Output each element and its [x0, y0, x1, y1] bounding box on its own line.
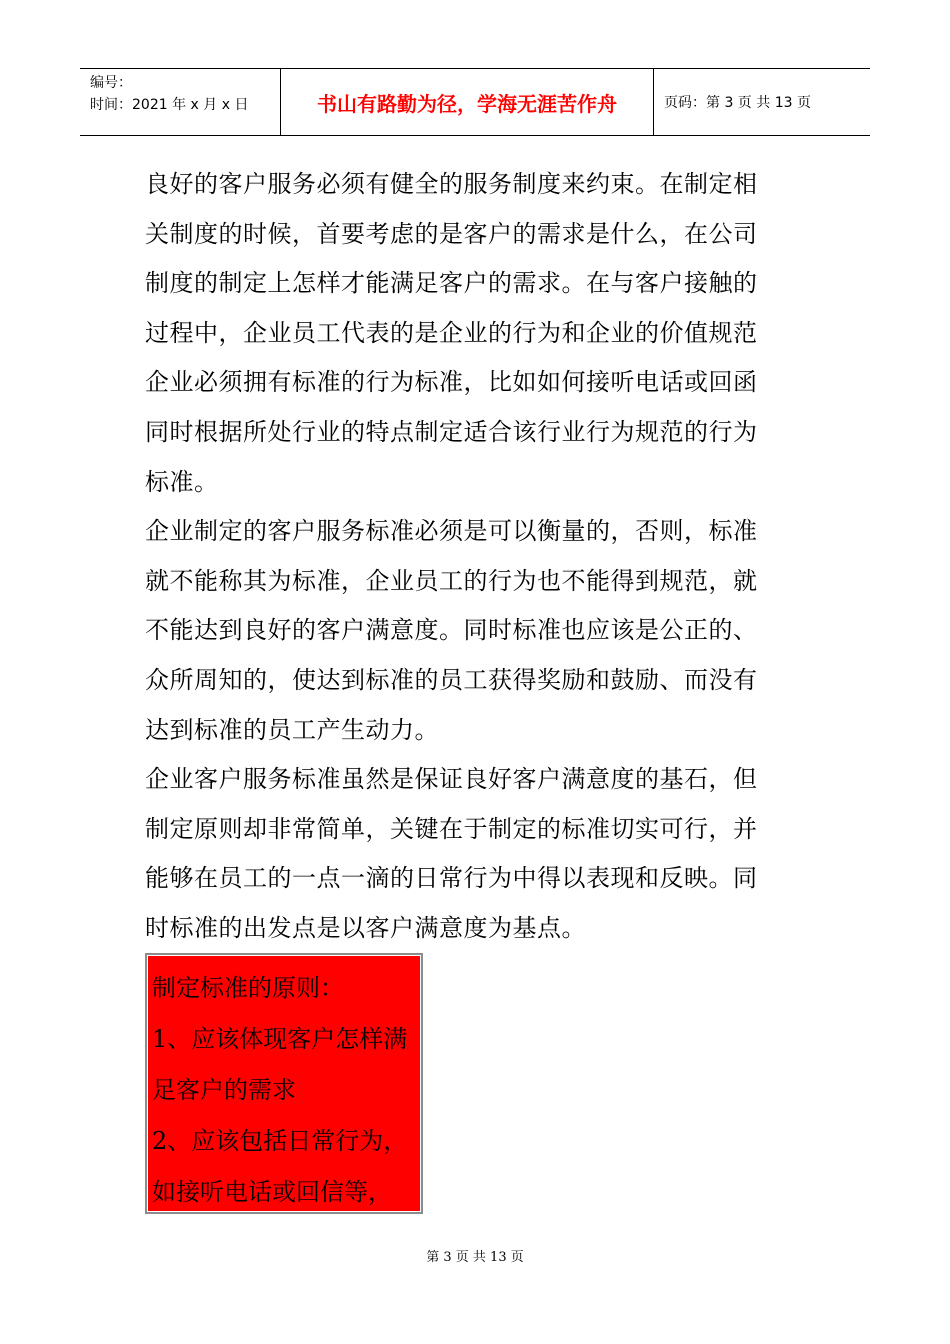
text-line: 企业必须拥有标准的行为标准，比如如何接听电话或回函	[145, 368, 758, 397]
text-line: 达到标准的员工产生动力。	[145, 715, 439, 744]
text-line: 众所周知的，使达到标准的员工获得奖励和鼓励、而没有	[145, 665, 758, 694]
text-line: 企业制定的客户服务标准必须是可以衡量的，否则，标准	[145, 517, 758, 546]
standards-principles-callout	[145, 953, 423, 1214]
paragraph-1	[145, 160, 810, 507]
text-line: 过程中，企业员工代表的是企业的行为和企业的价值规范	[145, 318, 758, 347]
callout-line: 足客户的需求	[152, 1076, 296, 1104]
text-line: 企业客户服务标准虽然是保证良好客户满意度的基石，但	[145, 765, 758, 794]
document-header	[80, 68, 870, 136]
text-line: 良好的客户服务必须有健全的服务制度来约束。在制定相	[145, 170, 758, 198]
text-line: 时标准的出发点是以客户满意度为基点。	[145, 913, 586, 942]
header-meta	[80, 69, 280, 135]
callout-line: 1、应该体现客户怎样满	[152, 1025, 408, 1053]
number-label: 编号：	[90, 75, 132, 91]
header-motto: 书山有路勤为径，学海无涯苦作舟	[317, 91, 617, 116]
text-line: 关制度的时候，首要考虑的是客户的需求是什么，在公司	[145, 219, 758, 248]
paragraph-3	[145, 755, 810, 953]
page-footer: 第 3 页 共 13 页	[426, 1250, 524, 1265]
body-text	[145, 160, 810, 954]
text-line: 同时根据所处行业的特点制定适合该行业行为规范的行为	[145, 417, 758, 446]
text-line: 制定原则却非常简单，关键在于制定的标准切实可行，并	[145, 814, 758, 843]
header-page-cell	[654, 69, 870, 135]
header-motto-cell	[280, 69, 654, 135]
text-line: 就不能称其为标准，企业员工的行为也不能得到规范，就	[145, 566, 758, 595]
time-label: 时间：2021 年 x 月 x 日	[90, 97, 249, 113]
text-line: 不能达到良好的客户满意度。同时标准也应该是公正的、	[145, 616, 758, 645]
paragraph-2	[145, 507, 810, 755]
callout-line: 如接听电话或回信等，	[152, 1178, 392, 1206]
text-line: 标准。	[145, 467, 219, 496]
text-line: 制度的制定上怎样才能满足客户的需求。在与客户接触的	[145, 269, 758, 298]
text-line: 能够在员工的一点一滴的日常行为中得以表现和反映。同	[145, 864, 758, 893]
callout-line: 2、应该包括日常行为，	[152, 1127, 408, 1155]
callout-title: 制定标准的原则：	[152, 974, 344, 1002]
header-page-info: 页码：第 3 页 共 13 页	[664, 95, 811, 111]
